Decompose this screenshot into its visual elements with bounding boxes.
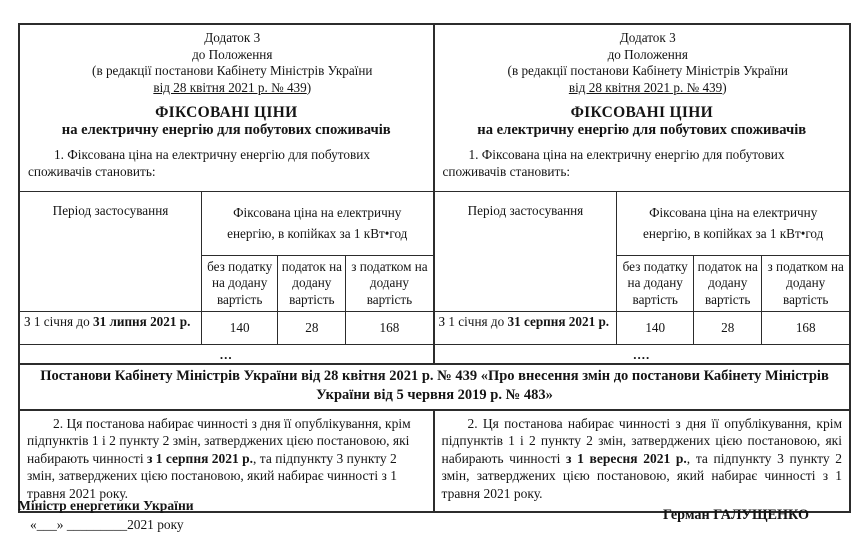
value-vat: 28 [694, 312, 762, 345]
appendix-line: до Положення [607, 46, 688, 62]
entry-into-force-row [20, 411, 849, 512]
appendix-header-left [20, 25, 433, 97]
appendix-column-left [20, 25, 435, 363]
resolution-title-row [20, 363, 849, 411]
period-bold: 31 липня 2021 р. [92, 314, 191, 330]
para2-text: , та підпункту 3 пункту 2 змін, затверджених цією постановою, який набирає чинності з 1 травня 2021 року. [441, 450, 842, 501]
subheader-vat: податок на додану вартість [694, 256, 762, 312]
para2-bold-date: з 1 серпня 2021 р. [146, 450, 254, 466]
price-header-cell: Фіксована ціна на електричну енергію, в копійках за 1 кВт•год [202, 192, 433, 256]
resolution-title-text: Постанови Кабінету Міністрів України від 28 квітня 2021 р. № 439 «Про внесення змін до постанови Кабінету Міністрів України від 5 червня 2019 р. № 483» [40, 368, 829, 403]
title-line-2: на електричну енергію для побутових споживачів [61, 121, 391, 138]
appendix-line: (в редакції постанови Кабінету Міністрів України [507, 63, 788, 79]
appendix-line: Додаток 3 [619, 30, 676, 45]
ellipsis-left: ... [219, 347, 233, 363]
para2-text: 2. Ця постанова набирає чинності з дня її опублікування, крім підпунктів 1 і 2 пункту 2 змін, затверджених цією постановою, які набирають чинності [27, 415, 411, 466]
para2-bold-date: з 1 вересня 2021 р. [566, 450, 687, 466]
title-line-2: на електричну енергію для побутових споживачів [477, 121, 807, 138]
minister-title: Міністр енергетики України [18, 498, 194, 513]
document-title-left [20, 104, 433, 140]
signature-block [18, 498, 811, 533]
intro-paragraph-right: 1. Фіксована ціна на електричну енергію для побутових споживачів становить: [442, 147, 785, 180]
period-prefix: З 1 січня до [438, 314, 508, 330]
subheader-no-vat: без податку на додану вартість [617, 256, 694, 312]
table-header-row [435, 192, 850, 256]
subheader-vat: податок на додану вартість [278, 256, 346, 312]
period-cell [435, 312, 617, 345]
price-header-cell: Фіксована ціна на електричну енергію, в копійках за 1 кВт•год [617, 192, 849, 256]
period-header-cell: Період застосування [20, 192, 202, 312]
appendix-column-right [435, 25, 850, 363]
entry-into-force-left [20, 411, 435, 512]
appendix-header-right [435, 25, 850, 97]
subheader-no-vat: без податку на додану вартість [202, 256, 278, 312]
value-with-vat: 168 [346, 312, 433, 345]
intro-paragraph-left: 1. Фіксована ціна на електричну енергію для побутових споживачів становить: [28, 147, 371, 180]
value-no-vat: 140 [617, 312, 694, 345]
paragraph-2 [442, 415, 843, 503]
price-table-left [20, 191, 433, 345]
subheader-with-vat: з податком на додану вартість [346, 256, 433, 312]
value-with-vat: 168 [762, 312, 849, 345]
appendix-reference-tail: ) [722, 79, 727, 95]
value-no-vat: 140 [202, 312, 278, 345]
appendix-line: (в редакції постанови Кабінету Міністрів України [92, 63, 373, 79]
para2-text: , та підпункту 3 пункту 2 змін, затверджених цією постановою, який набирає чинності з 1 травня 2021 року. [27, 450, 397, 501]
title-line-1: ФІКСОВАНІ ЦІНИ [570, 103, 713, 121]
appendix-line [38, 80, 427, 97]
ellipsis-right: .... [633, 347, 651, 363]
period-bold: 31 серпня 2021 р. [507, 314, 610, 330]
document-title-right [435, 104, 850, 140]
period-prefix: З 1 січня до [24, 314, 93, 330]
appendix-line: Додаток 3 [204, 30, 261, 45]
appendix-reference-tail: ) [306, 79, 312, 95]
period-header-cell: Період застосування [435, 192, 617, 312]
para2-text: 2. Ця постанова набирає чинності з дня її опублікування, крім підпунктів 1 і 2 пункту 2 змін, затверджених цією постановою, які набирають чинності [441, 415, 842, 466]
period-cell [20, 312, 202, 345]
price-table-right [435, 191, 850, 345]
date-blank-line: «___» _________2021 року [30, 517, 184, 532]
appendix-reference-underlined: від 28 квітня 2021 р. № 439 [153, 79, 307, 95]
appendix-line: до Положення [192, 46, 273, 62]
subheader-with-vat: з податком на додану вартість [762, 256, 849, 312]
table-data-row [20, 312, 433, 345]
signature-left [18, 498, 194, 533]
table-header-row [20, 192, 433, 256]
appendix-reference-underlined: від 28 квітня 2021 р. № 439 [568, 79, 723, 95]
table-data-row [435, 312, 850, 345]
comparison-table [18, 23, 851, 513]
paragraph-2 [27, 415, 426, 503]
entry-into-force-right [435, 411, 850, 512]
minister-name: Герман ГАЛУЩЕНКО [662, 507, 809, 523]
appendix-line [453, 80, 844, 97]
title-line-1: ФІКСОВАНІ ЦІНИ [155, 103, 298, 121]
appendix-row [20, 25, 849, 363]
value-vat: 28 [278, 312, 346, 345]
